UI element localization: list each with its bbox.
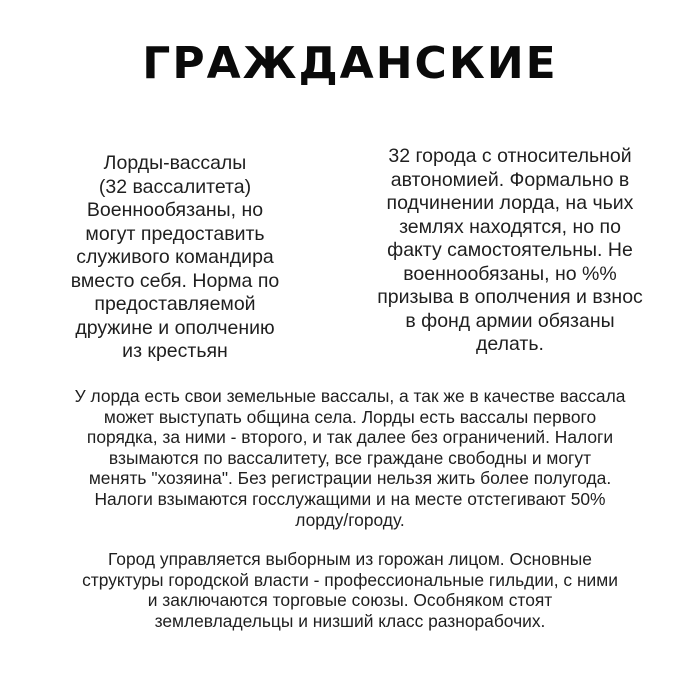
lords-vassals-text: Лорды-вассалы (32 вассалитета) Военнообязаны, но могут предоставить служивого командира вместо себя. Норма по предоставляемой дружине и ополчению из крестьян	[70, 152, 280, 362]
page-title: ГРАЖДАНСКИЕ	[142, 38, 558, 89]
city-government-paragraph: Город управляется выборным из горожан лицом. Основные структуры городской власти - профессиональные гильдии, с ними и заключаются торговые союзы. Особняком стоят землевладельцы и низший класс разнорабочих.	[82, 549, 618, 631]
cities-text: 32 города с относительной автономией. Формально в подчинении лорда, на чьих землях находятся, но по факту самостоятельны. Не военнообязаны, но %% призыва в ополчения и взнос в фонд армии обязаны делать.	[377, 145, 643, 355]
vassalage-paragraph: У лорда есть свои земельные вассалы, а так же в качестве вассала может выступать община села. Лорды есть вассалы первого порядка, за ними - второго, и так далее без ограничений. Налоги взымаются по вассалитету, все граждане свободны и могут менять "хозяина". Без регистрации нельзя жить более полугода. Налоги взымаются госслужащими и на месте отстегивают 50% лорду/городу.	[74, 386, 626, 530]
